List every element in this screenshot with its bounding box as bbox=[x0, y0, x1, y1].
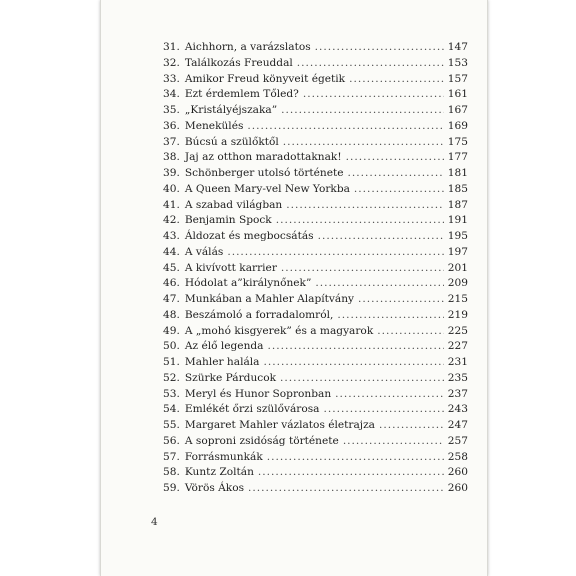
toc-leader-dots bbox=[315, 40, 444, 56]
toc-leader-dots bbox=[348, 166, 444, 182]
toc-leader-dots bbox=[303, 87, 444, 103]
toc-entry-number: 36. bbox=[163, 119, 180, 132]
toc-entry-title: Menekülés bbox=[184, 119, 244, 132]
toc-entry-title: A „mohó kisgyerek” és a magyarok bbox=[184, 324, 374, 337]
toc-entry-title: A Queen Mary-vel New Yorkba bbox=[184, 182, 350, 195]
toc-entry bbox=[163, 72, 468, 88]
toc-entry-page: 257 bbox=[447, 434, 468, 447]
toc-entry-number: 43. bbox=[163, 230, 180, 242]
toc-entry bbox=[163, 166, 468, 182]
toc-entry-number: 31. bbox=[163, 41, 180, 53]
toc-entry-number: 39. bbox=[163, 167, 180, 179]
toc-entry-number: 59. bbox=[163, 482, 180, 494]
toc-leader-dots bbox=[346, 150, 444, 166]
toc-leader-dots bbox=[247, 119, 443, 135]
toc-entry bbox=[163, 450, 468, 466]
toc-leader-dots bbox=[337, 308, 443, 324]
toc-leader-dots bbox=[280, 371, 444, 387]
toc-entry-number: 58. bbox=[163, 466, 180, 479]
toc-leader-dots bbox=[283, 135, 444, 151]
toc-entry-page: 181 bbox=[447, 167, 468, 179]
toc-entry-title: Búcsú a szülőktől bbox=[184, 135, 279, 148]
toc-entry bbox=[163, 324, 468, 340]
toc-entry-number: 47. bbox=[163, 293, 180, 305]
toc-entry-page: 243 bbox=[447, 403, 468, 416]
toc-entry-page: 237 bbox=[447, 387, 468, 400]
toc-entry-title: Munkában a Mahler Alapítvány bbox=[184, 293, 355, 305]
toc-entry-page: 247 bbox=[447, 419, 468, 431]
toc-entry-title: Ezt érdemlem Tőled? bbox=[184, 88, 299, 101]
toc-leader-dots bbox=[281, 103, 444, 119]
toc-entry-number: 52. bbox=[163, 371, 180, 384]
toc-entry-title: Szürke Párducok bbox=[184, 371, 277, 384]
toc-leader-dots bbox=[349, 72, 444, 88]
toc-entry-title: Benjamin Spock bbox=[184, 214, 272, 227]
toc-entry bbox=[163, 150, 468, 166]
toc-entry-number: 54. bbox=[163, 403, 180, 416]
toc-entry bbox=[163, 481, 468, 497]
toc-entry-page: 187 bbox=[447, 198, 468, 211]
toc-entry-page: 161 bbox=[447, 88, 468, 101]
toc-entry-title: A kivívott karrier bbox=[184, 261, 277, 274]
toc-entry-title: A válás bbox=[184, 245, 224, 258]
toc-entry-title: Beszámoló a forradalomról, bbox=[184, 308, 334, 321]
toc-entry bbox=[163, 434, 468, 450]
toc-entry-number: 35. bbox=[163, 104, 180, 116]
toc-entry bbox=[163, 198, 468, 214]
toc-entry-page: 197 bbox=[447, 245, 468, 258]
toc-entry bbox=[163, 465, 468, 481]
toc-leader-dots bbox=[315, 276, 443, 292]
toc-entry bbox=[163, 119, 468, 135]
table-of-contents bbox=[163, 40, 468, 497]
toc-leader-dots bbox=[268, 339, 444, 355]
toc-leader-dots bbox=[343, 434, 444, 450]
toc-entry bbox=[163, 276, 468, 292]
toc-entry-title: Áldozat és megbocsátás bbox=[184, 230, 314, 242]
toc-entry bbox=[163, 418, 468, 434]
toc-entry-page: 260 bbox=[447, 482, 468, 494]
toc-entry-number: 50. bbox=[163, 340, 180, 353]
toc-leader-dots bbox=[281, 261, 444, 277]
toc-entry-title: Az élő legenda bbox=[184, 340, 264, 353]
toc-entry-number: 32. bbox=[163, 56, 180, 69]
toc-entry-number: 44. bbox=[163, 245, 180, 258]
toc-entry-title: Emlékét őrzi szülővárosa bbox=[184, 403, 320, 416]
toc-entry bbox=[163, 213, 468, 229]
toc-entry bbox=[163, 135, 468, 151]
toc-leader-dots bbox=[286, 198, 444, 214]
toc-entry bbox=[163, 245, 468, 261]
toc-entry-page: 185 bbox=[447, 182, 468, 195]
toc-entry-page: 191 bbox=[447, 214, 468, 227]
toc-leader-dots bbox=[358, 292, 444, 308]
toc-entry-number: 55. bbox=[163, 419, 180, 431]
toc-leader-dots bbox=[227, 245, 443, 261]
toc-leader-dots bbox=[248, 481, 444, 497]
toc-entry-number: 48. bbox=[163, 308, 180, 321]
toc-entry-number: 57. bbox=[163, 450, 180, 463]
toc-entry-number: 53. bbox=[163, 387, 180, 400]
toc-entry-page: 225 bbox=[447, 324, 468, 337]
toc-entry-number: 56. bbox=[163, 434, 180, 447]
toc-entry-page: 260 bbox=[447, 466, 468, 479]
toc-entry-number: 45. bbox=[163, 261, 180, 274]
toc-entry-title: A szabad világban bbox=[184, 198, 283, 211]
toc-entry-number: 38. bbox=[163, 151, 180, 164]
toc-entry-title: Meryl és Hunor Sopronban bbox=[184, 387, 332, 400]
toc-leader-dots bbox=[267, 450, 444, 466]
toc-leader-dots bbox=[379, 418, 444, 434]
toc-entry-title: Aichhorn, a varázslatos bbox=[184, 41, 311, 53]
toc-entry-title: Schönberger utolsó története bbox=[184, 167, 344, 179]
toc-entry-title: Hódolat a”királynőnek” bbox=[184, 277, 312, 290]
toc-entry-number: 34. bbox=[163, 88, 180, 101]
toc-entry-number: 40. bbox=[163, 182, 180, 195]
toc-entry-page: 209 bbox=[447, 277, 468, 290]
toc-entry-page: 219 bbox=[447, 308, 468, 321]
page-number: 4 bbox=[151, 516, 158, 528]
toc-entry bbox=[163, 56, 468, 72]
toc-leader-dots bbox=[297, 56, 444, 72]
toc-entry-title: Vörös Ákos bbox=[184, 482, 245, 494]
toc-entry-title: Jaj az otthon maradottaknak! bbox=[184, 151, 342, 164]
toc-leader-dots bbox=[276, 213, 444, 229]
toc-entry-page: 258 bbox=[447, 450, 468, 463]
toc-entry-page: 175 bbox=[447, 135, 468, 148]
toc-entry bbox=[163, 182, 468, 198]
toc-leader-dots bbox=[263, 355, 443, 371]
toc-entry-page: 169 bbox=[447, 119, 468, 132]
toc-entry-title: Mahler halála bbox=[184, 356, 260, 368]
toc-entry-title: „Kristályéjszaka” bbox=[184, 104, 278, 116]
toc-entry bbox=[163, 339, 468, 355]
toc-entry-page: 201 bbox=[447, 261, 468, 274]
toc-entry bbox=[163, 261, 468, 277]
toc-entry-page: 153 bbox=[447, 56, 468, 69]
toc-entry-number: 49. bbox=[163, 324, 180, 337]
toc-entry bbox=[163, 308, 468, 324]
toc-leader-dots bbox=[258, 465, 444, 481]
toc-entry-title: Kuntz Zoltán bbox=[184, 466, 254, 479]
toc-entry bbox=[163, 371, 468, 387]
toc-entry-page: 195 bbox=[447, 230, 468, 242]
toc-leader-dots bbox=[354, 182, 444, 198]
toc-entry bbox=[163, 355, 468, 371]
toc-entry-page: 177 bbox=[447, 151, 468, 164]
toc-entry-title: Margaret Mahler vázlatos életrajza bbox=[184, 419, 375, 431]
toc-entry bbox=[163, 40, 468, 56]
toc-entry-number: 37. bbox=[163, 135, 180, 148]
toc-entry-title: Forrásmunkák bbox=[184, 450, 263, 463]
toc-entry-page: 147 bbox=[447, 41, 468, 53]
toc-entry-number: 41. bbox=[163, 198, 180, 211]
toc-entry-number: 33. bbox=[163, 72, 180, 85]
toc-entry-page: 157 bbox=[447, 72, 468, 85]
toc-entry-page: 227 bbox=[447, 340, 468, 353]
toc-entry bbox=[163, 402, 468, 418]
toc-entry-number: 46. bbox=[163, 277, 180, 290]
toc-entry-page: 231 bbox=[447, 356, 468, 368]
toc-entry-page: 235 bbox=[447, 371, 468, 384]
toc-entry-page: 167 bbox=[447, 104, 468, 116]
toc-leader-dots bbox=[318, 229, 444, 245]
toc-entry bbox=[163, 87, 468, 103]
toc-entry-title: Amikor Freud könyveit égetik bbox=[184, 72, 346, 85]
toc-entry bbox=[163, 292, 468, 308]
toc-entry-page: 215 bbox=[447, 293, 468, 305]
toc-entry bbox=[163, 229, 468, 245]
toc-entry-number: 42. bbox=[163, 214, 180, 227]
toc-leader-dots bbox=[377, 324, 444, 340]
toc-entry bbox=[163, 103, 468, 119]
toc-entry-title: Találkozás Freuddal bbox=[184, 56, 293, 69]
toc-leader-dots bbox=[335, 387, 444, 403]
toc-entry bbox=[163, 387, 468, 403]
toc-leader-dots bbox=[324, 402, 444, 418]
toc-entry-number: 51. bbox=[163, 356, 180, 368]
toc-entry-title: A soproni zsidóság története bbox=[184, 434, 339, 447]
